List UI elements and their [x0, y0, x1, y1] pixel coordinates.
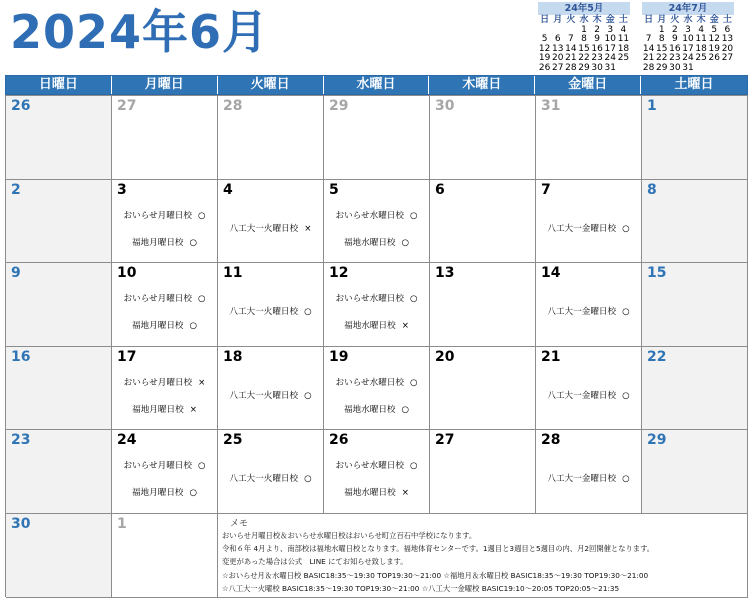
- day-cell[interactable]: [430, 430, 536, 514]
- day-cell[interactable]: [324, 347, 430, 431]
- availability-mark: ○: [622, 390, 630, 401]
- mini-day[interactable]: 23: [591, 53, 603, 64]
- day-cell[interactable]: [218, 430, 324, 514]
- day-number: 30: [435, 98, 455, 114]
- class-name: 福地水曜日校: [344, 321, 396, 332]
- mini-day[interactable]: 10: [604, 34, 616, 45]
- day-cell[interactable]: [642, 96, 748, 180]
- class-entry: [324, 377, 429, 389]
- mini-day[interactable]: 1: [581, 24, 587, 35]
- mini-day[interactable]: 16: [591, 43, 603, 54]
- availability-mark: ×: [198, 377, 206, 388]
- class-entry: [112, 237, 217, 249]
- class-entry: [112, 293, 217, 305]
- memo-title: メモ: [230, 518, 249, 529]
- mini-calendar-title: 24年7月: [642, 2, 734, 15]
- mini-day[interactable]: 28: [642, 62, 655, 73]
- availability-mark: ○: [410, 294, 418, 305]
- mini-day[interactable]: 29: [655, 62, 668, 73]
- mini-dow: 木: [592, 15, 602, 25]
- mini-day[interactable]: 3: [685, 24, 691, 35]
- day-number: 25: [223, 432, 243, 449]
- mini-dow: 土: [618, 15, 628, 25]
- availability-mark: ×: [304, 223, 312, 234]
- memo-line: 令和６年 4月より、南部校は福地水曜日校となります。福地体育センターです。1週目と3週目と5週目の内、月2回開催となります。: [222, 543, 655, 553]
- mini-day[interactable]: 23: [669, 53, 681, 64]
- mini-day[interactable]: 25: [617, 53, 630, 64]
- availability-mark: ○: [304, 390, 312, 401]
- weekday-label: 月曜日: [112, 76, 218, 94]
- mini-calendar-july: [642, 2, 734, 74]
- day-number: 30: [11, 515, 31, 532]
- mini-day[interactable]: 21: [642, 53, 655, 64]
- day-cell[interactable]: [536, 96, 642, 180]
- mini-day[interactable]: 9: [594, 34, 600, 45]
- class-name: 福地月曜日校: [131, 488, 184, 499]
- mini-day[interactable]: 2: [594, 24, 600, 35]
- class-name: 福地月曜日校: [131, 237, 184, 248]
- mini-dow: 木: [696, 15, 706, 25]
- day-number: 26: [11, 98, 31, 114]
- mini-day[interactable]: 28: [565, 62, 577, 73]
- class-entry: [112, 487, 217, 499]
- availability-mark: ○: [410, 461, 418, 472]
- day-cell[interactable]: [536, 430, 642, 514]
- availability-mark: ×: [401, 488, 409, 499]
- class-entry: [324, 487, 429, 499]
- day-cell[interactable]: [218, 96, 324, 180]
- availability-mark: ×: [189, 404, 197, 415]
- day-number: 29: [647, 432, 667, 449]
- day-number: 4: [223, 181, 233, 198]
- mini-day[interactable]: 12: [708, 34, 720, 45]
- mini-day[interactable]: 13: [721, 34, 734, 45]
- class-name: おいらせ水曜日校: [335, 461, 404, 472]
- class-name: 八工大一火曜日校: [229, 223, 299, 234]
- mini-day[interactable]: 6: [554, 34, 561, 45]
- page-title: 2024年6月: [10, 5, 270, 59]
- mini-day[interactable]: 24: [604, 53, 616, 64]
- class-name: おいらせ月曜日校: [123, 294, 192, 305]
- class-entry: [218, 223, 323, 235]
- class-entry: [536, 390, 641, 402]
- availability-mark: ○: [410, 210, 418, 221]
- day-number: 14: [541, 265, 561, 282]
- day-cell[interactable]: [6, 430, 112, 514]
- class-entry: [112, 460, 217, 472]
- day-cell[interactable]: [642, 347, 748, 431]
- class-name: 八工大一火曜日校: [229, 307, 299, 318]
- availability-mark: ○: [622, 474, 630, 485]
- availability-mark: ○: [622, 223, 630, 234]
- mini-day[interactable]: 26: [538, 62, 551, 73]
- mini-day[interactable]: 22: [578, 53, 590, 64]
- class-name: おいらせ水曜日校: [335, 294, 404, 305]
- mini-day[interactable]: 29: [578, 62, 590, 73]
- day-cell[interactable]: [112, 180, 218, 264]
- day-number: 31: [541, 98, 561, 114]
- mini-day[interactable]: 11: [617, 34, 630, 45]
- day-cell[interactable]: [430, 347, 536, 431]
- mini-day[interactable]: 18: [695, 43, 707, 54]
- weekday-label: 土曜日: [674, 77, 714, 92]
- day-cell[interactable]: [218, 180, 324, 264]
- day-number: 8: [647, 181, 657, 198]
- mini-day[interactable]: [708, 64, 721, 74]
- mini-day[interactable]: 9: [671, 34, 678, 45]
- mini-calendar-grid: [538, 16, 630, 74]
- availability-mark: ○: [401, 237, 410, 248]
- day-cell[interactable]: [642, 263, 748, 347]
- availability-mark: ○: [198, 210, 206, 221]
- class-entry: [218, 306, 323, 318]
- day-number: 5: [329, 181, 339, 198]
- mini-day[interactable]: 13: [551, 43, 564, 54]
- mini-day[interactable]: 17: [604, 43, 616, 54]
- day-number: 11: [223, 265, 243, 282]
- class-name: 福地月曜日校: [132, 404, 184, 415]
- mini-day[interactable]: 5: [711, 24, 718, 35]
- mini-dow: 水: [579, 15, 589, 25]
- day-number: 20: [435, 348, 455, 365]
- weekday-header: [5, 75, 748, 95]
- class-name: 福地月曜日校: [131, 321, 184, 332]
- mini-dow: 月: [657, 15, 667, 25]
- class-name: おいらせ月曜日校: [123, 210, 192, 221]
- mini-day[interactable]: 16: [669, 43, 681, 54]
- mini-day[interactable]: [721, 64, 734, 74]
- mini-dow: 日: [540, 15, 550, 25]
- class-entry: [112, 377, 217, 389]
- day-number: 2: [11, 181, 21, 198]
- day-number: 12: [329, 265, 349, 282]
- mini-day[interactable]: 10: [682, 34, 694, 45]
- mini-day[interactable]: 21: [565, 53, 577, 64]
- mini-day[interactable]: 6: [724, 24, 731, 35]
- availability-mark: ○: [189, 237, 198, 248]
- class-entry: [324, 293, 429, 305]
- day-cell[interactable]: [218, 347, 324, 431]
- mini-day[interactable]: 2: [671, 24, 678, 35]
- mini-calendar-may: [538, 2, 630, 74]
- memo-line: ☆八工大一火曜校 BASIC18:35～19:30 TOP19:30～21:00 ☆八工大一金曜校 BASIC19:10～20:05 TOP20:05～21:35: [222, 583, 620, 593]
- day-number: 16: [11, 348, 31, 365]
- mini-day[interactable]: [695, 64, 708, 74]
- class-entry: [324, 237, 429, 249]
- mini-day[interactable]: 31: [604, 62, 616, 73]
- mini-dow: 金: [709, 15, 719, 25]
- day-cell[interactable]: [324, 263, 430, 347]
- class-entry: [112, 404, 217, 416]
- memo-line: 変更があった場合は公式 LINE にてお知らせ致します。: [222, 556, 408, 566]
- day-number: 28: [541, 432, 561, 449]
- day-cell[interactable]: [112, 347, 218, 431]
- day-number: 27: [435, 432, 455, 449]
- mini-day[interactable]: 8: [581, 34, 587, 45]
- mini-day[interactable]: 27: [551, 62, 564, 73]
- day-cell[interactable]: [430, 96, 536, 180]
- class-name: 福地水曜日校: [343, 237, 396, 248]
- mini-calendar-title: 24年5月: [538, 2, 630, 15]
- weekday-label: 水曜日: [324, 76, 430, 94]
- day-cell[interactable]: [324, 430, 430, 514]
- availability-mark: ○: [198, 461, 206, 472]
- day-number: 29: [329, 98, 349, 114]
- mini-day[interactable]: 3: [607, 24, 614, 35]
- availability-mark: ○: [198, 294, 206, 305]
- mini-dow: 水: [683, 15, 693, 25]
- day-number: 28: [223, 98, 243, 114]
- day-cell[interactable]: [112, 96, 218, 180]
- mini-day[interactable]: 24: [682, 53, 694, 64]
- mini-day[interactable]: 5: [541, 34, 548, 45]
- mini-day[interactable]: 14: [565, 43, 577, 54]
- weekday-label: 金曜日: [535, 76, 641, 94]
- availability-mark: ○: [189, 321, 198, 332]
- class-name: おいらせ月曜日校: [123, 377, 193, 388]
- class-entry: [324, 460, 429, 472]
- day-number: 24: [117, 432, 137, 449]
- mini-dow: 金: [605, 15, 615, 25]
- class-name: 八工大一金曜日校: [547, 390, 617, 401]
- mini-dow: 火: [670, 15, 680, 25]
- day-cell[interactable]: [6, 180, 112, 264]
- class-name: 八工大一金曜日校: [547, 474, 617, 485]
- day-cell[interactable]: [324, 180, 430, 264]
- day-number: 1: [647, 98, 657, 114]
- availability-mark: ○: [622, 307, 630, 318]
- day-cell[interactable]: [112, 430, 218, 514]
- mini-calendar-grid: [642, 16, 734, 74]
- weekday-label: 日曜日: [6, 76, 112, 94]
- day-cell[interactable]: [642, 430, 748, 514]
- day-number: 23: [11, 432, 31, 449]
- mini-day[interactable]: 14: [642, 43, 655, 54]
- class-name: おいらせ水曜日校: [335, 210, 404, 221]
- day-cell[interactable]: [6, 347, 112, 431]
- class-entry: [218, 473, 323, 485]
- memo-box: [218, 514, 748, 598]
- weekday-label: 木曜日: [429, 76, 535, 94]
- day-number: 13: [435, 265, 455, 282]
- mini-day[interactable]: 25: [695, 53, 707, 64]
- mini-day[interactable]: 4: [620, 24, 627, 35]
- availability-mark: ○: [304, 474, 312, 485]
- mini-dow: 土: [722, 15, 732, 25]
- class-name: 八工大一火曜日校: [229, 474, 299, 485]
- day-cell[interactable]: [112, 263, 218, 347]
- day-cell[interactable]: [642, 180, 748, 264]
- calendar-grid: [5, 95, 748, 597]
- mini-day[interactable]: 18: [617, 43, 630, 54]
- class-entry: [218, 390, 323, 402]
- day-number: 15: [647, 265, 667, 282]
- day-number: 26: [329, 432, 349, 449]
- availability-mark: ○: [401, 404, 410, 415]
- class-entry: [324, 404, 429, 416]
- mini-day[interactable]: 15: [578, 43, 590, 54]
- day-number: 18: [223, 348, 243, 365]
- class-entry: [536, 473, 641, 485]
- mini-day[interactable]: 30: [591, 62, 603, 73]
- day-cell[interactable]: [6, 514, 112, 598]
- day-cell[interactable]: [112, 514, 218, 598]
- day-cell[interactable]: [6, 96, 112, 180]
- day-number: 1: [117, 515, 127, 532]
- day-cell[interactable]: [6, 263, 112, 347]
- class-name: 八工大一火曜日校: [229, 390, 299, 401]
- class-entry: [536, 306, 641, 318]
- mini-day[interactable]: 27: [721, 53, 734, 64]
- mini-day[interactable]: 30: [669, 62, 681, 73]
- day-number: 9: [11, 265, 21, 282]
- class-name: 福地水曜日校: [344, 488, 396, 499]
- class-entry: [324, 320, 429, 332]
- mini-day[interactable]: 20: [551, 53, 564, 64]
- class-name: おいらせ月曜日校: [123, 461, 192, 472]
- mini-day[interactable]: 4: [698, 24, 704, 35]
- class-name: 八工大一金曜日校: [547, 307, 617, 318]
- mini-day[interactable]: 1: [658, 24, 665, 35]
- mini-day[interactable]: 8: [658, 34, 665, 45]
- weekday-label: 火曜日: [218, 76, 324, 94]
- memo-line: ☆おいらせ月＆水曜日校 BASIC18:35～19:30 TOP19:30～21:00 ☆福地月＆水曜日校 BASIC18:35～19:30 TOP19:30～21:00: [222, 570, 649, 580]
- day-cell[interactable]: [536, 263, 642, 347]
- day-number: 17: [117, 348, 137, 365]
- mini-dow: 火: [566, 15, 576, 25]
- mini-day[interactable]: 20: [721, 43, 734, 54]
- mini-day[interactable]: 12: [538, 43, 551, 54]
- day-number: 7: [541, 181, 551, 198]
- mini-day[interactable]: 11: [695, 34, 707, 45]
- day-cell[interactable]: [324, 96, 430, 180]
- class-entry: [536, 223, 641, 235]
- availability-mark: ○: [189, 488, 198, 499]
- mini-day[interactable]: 7: [645, 34, 652, 45]
- memo-line: おいらせ月曜日校＆おいらせ水曜日校はおいらせ町立百石中学校になります。: [222, 530, 477, 540]
- class-name: 福地水曜日校: [343, 404, 396, 415]
- mini-day[interactable]: 22: [655, 53, 668, 64]
- class-entry: [112, 320, 217, 332]
- day-number: 22: [647, 348, 667, 365]
- availability-mark: ○: [304, 307, 312, 318]
- mini-day[interactable]: [617, 64, 630, 74]
- availability-mark: ○: [410, 377, 418, 388]
- mini-dow: 月: [553, 15, 563, 25]
- mini-day[interactable]: 19: [538, 53, 551, 64]
- mini-day[interactable]: 17: [682, 43, 694, 54]
- day-cell[interactable]: [430, 180, 536, 264]
- class-entry: [112, 210, 217, 222]
- day-cell[interactable]: [218, 263, 324, 347]
- mini-day[interactable]: 19: [708, 43, 720, 54]
- mini-day[interactable]: 31: [682, 62, 694, 73]
- day-number: 27: [117, 98, 137, 114]
- mini-day[interactable]: 7: [567, 34, 574, 45]
- day-number: 21: [541, 348, 561, 365]
- day-number: 3: [117, 181, 127, 198]
- day-cell[interactable]: [430, 263, 536, 347]
- class-name: おいらせ水曜日校: [335, 377, 404, 388]
- mini-dow: 日: [644, 15, 654, 25]
- mini-day[interactable]: 15: [655, 43, 668, 54]
- day-cell[interactable]: [536, 180, 642, 264]
- mini-day[interactable]: 26: [708, 53, 720, 64]
- day-number: 6: [435, 181, 445, 198]
- class-name: 八工大一金曜日校: [547, 223, 617, 234]
- day-number: 10: [117, 265, 137, 282]
- class-entry: [324, 210, 429, 222]
- day-number: 19: [329, 348, 349, 365]
- day-cell[interactable]: [536, 347, 642, 431]
- availability-mark: ×: [401, 321, 409, 332]
